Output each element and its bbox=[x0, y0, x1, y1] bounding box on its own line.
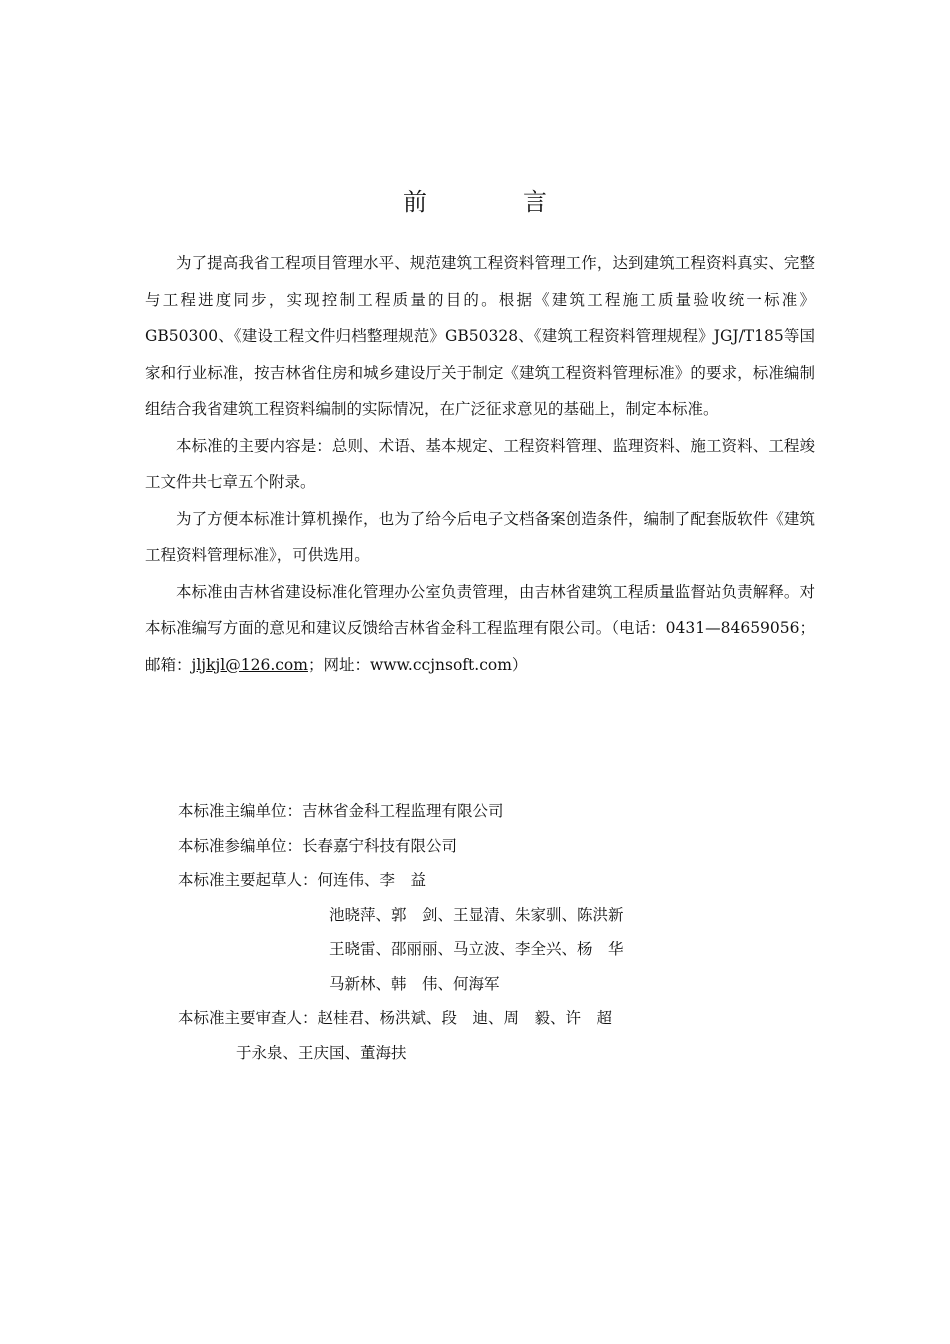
page-title: 前 言 bbox=[403, 188, 583, 216]
drafters-line-2: 池晓萍、郭 剑、王显清、朱家驯、陈洪新 bbox=[329, 905, 624, 924]
email-link[interactable]: jljkjl@126.com bbox=[191, 655, 308, 674]
reviewers-label: 本标准主要审查人： bbox=[178, 1009, 318, 1027]
preface-paragraph-1: 为了提高我省工程项目管理水平、规范建筑工程资料管理工作，达到建筑工程资料真实、完整与工程进度同步，实现控制工程质量的目的。根据《建筑工程施工质量验收统一标准》GB50300、《建设工程文件归档整理规范》GB50328、《建筑工程资料管理规程》JGJ/T185等国家和行业标准，按吉林省住房和城乡建设厅关于制定《建筑工程资料管理标准》的要求，标准编制组结合我省建筑工程资料编制的实际情况，在广泛征求意见的基础上，制定本标准。 bbox=[145, 254, 815, 418]
co-editor-value: 长春嘉宁科技有限公司 bbox=[302, 836, 458, 855]
drafters-label: 本标准主要起草人： bbox=[178, 871, 318, 889]
reviewers-line-1: 赵桂君、杨洪斌、段 迪、周 毅、许 超 bbox=[317, 1009, 613, 1027]
reviewers-row bbox=[178, 1001, 738, 1036]
paragraph-4-end: ；网址：www.ccjnsoft.com） bbox=[307, 655, 528, 674]
chief-editor-row bbox=[178, 794, 738, 829]
drafters-line-3: 王晓雷、邵丽丽、马立波、李全兴、杨 华 bbox=[329, 940, 624, 958]
credits-block bbox=[178, 794, 738, 1070]
reviewers-line-2: 于永泉、王庆国、董海扶 bbox=[236, 1043, 407, 1062]
preface-body bbox=[145, 245, 815, 683]
paragraph-4-text: 本标准由吉林省建设标准化管理办公室负责管理，由吉林省建筑工程质量监督站负责解释。对本标准编写方面的意见和建议反馈给吉林省金科工程监理有限公司。（电话：0431—84659056；邮箱： bbox=[145, 582, 815, 674]
chief-editor-value: 吉林省金科工程监理有限公司 bbox=[302, 802, 504, 820]
drafters-line-1: 何连伟、李 益 bbox=[317, 871, 427, 889]
drafters-line-4: 马新林、韩 伟、何海军 bbox=[329, 974, 500, 993]
drafters-row bbox=[178, 863, 738, 898]
co-editor-label: 本标准参编单位： bbox=[178, 836, 303, 855]
preface-paragraph-4 bbox=[145, 574, 815, 684]
preface-paragraph-2: 本标准的主要内容是：总则、术语、基本规定、工程资料管理、监理资料、施工资料、工程竣工文件共七章五个附录。 bbox=[145, 436, 815, 491]
preface-paragraph-3: 为了方便本标准计算机操作，也为了给今后电子文档备案创造条件，编制了配套版软件《建筑工程资料管理标准》，可供选用。 bbox=[145, 509, 815, 564]
co-editor-row bbox=[178, 829, 738, 864]
chief-editor-label: 本标准主编单位： bbox=[178, 802, 303, 820]
